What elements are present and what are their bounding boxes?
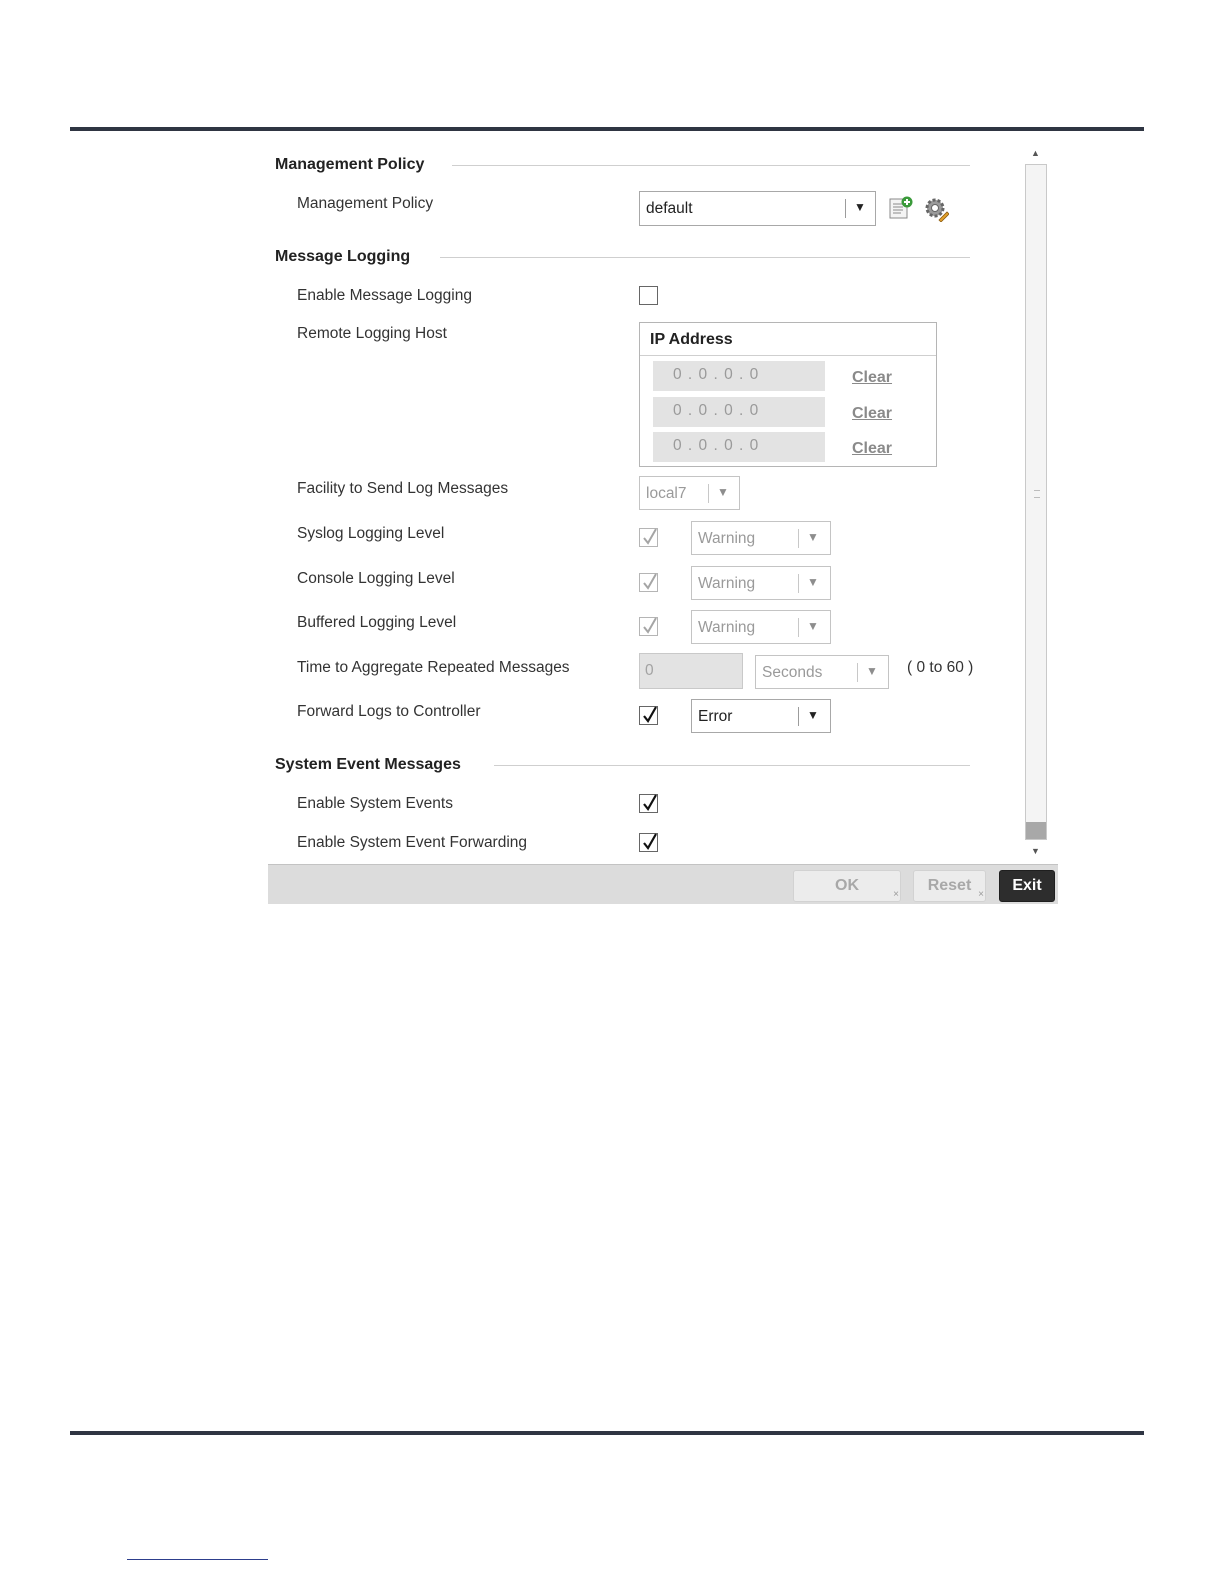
create-policy-icon[interactable] (888, 196, 914, 220)
ip-address-input[interactable]: 0 . 0 . 0 . 0 (653, 432, 825, 462)
scrollbar-thumb[interactable] (1026, 822, 1046, 839)
chevron-down-icon: ▼ (807, 530, 819, 544)
forward-logs-level-select[interactable]: Error ▼ (691, 699, 831, 733)
clear-ip-link[interactable]: Clear (852, 440, 893, 457)
management-policy-select[interactable] (639, 191, 876, 226)
facility-select[interactable]: local7 ▼ (639, 476, 740, 510)
syslog-logging-level-label: Syslog Logging Level (297, 525, 445, 542)
enable-system-events-checkbox[interactable] (639, 794, 658, 813)
header-rule (70, 127, 1144, 131)
section-divider (452, 165, 970, 166)
edit-policy-icon[interactable] (923, 196, 949, 222)
aggregate-range-hint: ( 0 to 60 ) (907, 659, 974, 676)
console-logging-level-label: Console Logging Level (297, 570, 455, 587)
section-title-message-logging: Message Logging (275, 248, 411, 265)
aggregate-time-input[interactable]: 0 (639, 653, 743, 689)
syslog-logging-level-select[interactable]: Warning ▼ (691, 521, 831, 555)
ip-address-input[interactable]: 0 . 0 . 0 . 0 (653, 361, 825, 391)
section-title-system-events: System Event Messages (275, 756, 461, 773)
chevron-down-icon: ▼ (854, 200, 866, 214)
remote-logging-host-table (639, 322, 937, 467)
enable-message-logging-label: Enable Message Logging (297, 287, 472, 304)
ip-address-row (653, 432, 931, 462)
footer-link-underline (127, 1559, 268, 1560)
section-divider (494, 765, 970, 766)
chevron-down-icon: ▼ (807, 619, 819, 633)
management-policy-label: Management Policy (297, 195, 434, 212)
reset-button[interactable]: Reset × (913, 870, 986, 902)
footer-rule (70, 1431, 1144, 1435)
clear-ip-link[interactable]: Clear (852, 405, 893, 422)
clear-ip-link[interactable]: Clear (852, 369, 893, 386)
buffered-logging-checkbox[interactable] (639, 617, 658, 636)
ip-address-column-header: IP Address (640, 323, 936, 356)
enable-system-event-forwarding-checkbox[interactable] (639, 833, 658, 852)
management-policy-value: default (646, 200, 693, 217)
buffered-logging-level-label: Buffered Logging Level (297, 614, 457, 631)
scroll-down-icon[interactable]: ▼ (1031, 846, 1040, 856)
ip-address-row (653, 397, 931, 427)
forward-logs-label: Forward Logs to Controller (297, 703, 481, 720)
disabled-x-icon: × (978, 889, 984, 900)
enable-system-event-forwarding-label: Enable System Event Forwarding (297, 834, 528, 851)
ok-button[interactable]: OK × (793, 870, 901, 902)
ip-address-input[interactable]: 0 . 0 . 0 . 0 (653, 397, 825, 427)
dialog-button-bar (268, 864, 1058, 904)
vertical-scrollbar[interactable] (1020, 146, 1050, 864)
aggregate-messages-label: Time to Aggregate Repeated Messages (297, 659, 570, 676)
console-logging-checkbox[interactable] (639, 573, 658, 592)
facility-label: Facility to Send Log Messages (297, 480, 509, 497)
enable-system-events-label: Enable System Events (297, 795, 453, 812)
aggregate-unit-select[interactable]: Seconds ▼ (755, 655, 889, 689)
disabled-x-icon: × (893, 889, 899, 900)
scrollbar-grip-icon (1034, 490, 1040, 498)
chevron-down-icon: ▼ (807, 708, 819, 722)
chevron-down-icon: ▼ (866, 664, 878, 678)
console-logging-level-select[interactable]: Warning ▼ (691, 566, 831, 600)
ip-address-row (653, 361, 931, 391)
management-settings-panel (268, 146, 1058, 904)
remote-logging-host-label: Remote Logging Host (297, 325, 447, 342)
chevron-down-icon: ▼ (717, 485, 729, 499)
exit-button[interactable]: Exit (999, 870, 1055, 902)
scrollbar-track[interactable] (1025, 164, 1047, 840)
section-divider (440, 257, 970, 258)
scroll-up-icon[interactable]: ▲ (1031, 148, 1040, 158)
syslog-logging-checkbox[interactable] (639, 528, 658, 547)
settings-form (268, 146, 1020, 864)
section-title-management-policy: Management Policy (275, 156, 425, 173)
buffered-logging-level-select[interactable]: Warning ▼ (691, 610, 831, 644)
chevron-down-icon: ▼ (807, 575, 819, 589)
forward-logs-checkbox[interactable] (639, 706, 658, 725)
enable-message-logging-checkbox[interactable] (639, 286, 658, 305)
